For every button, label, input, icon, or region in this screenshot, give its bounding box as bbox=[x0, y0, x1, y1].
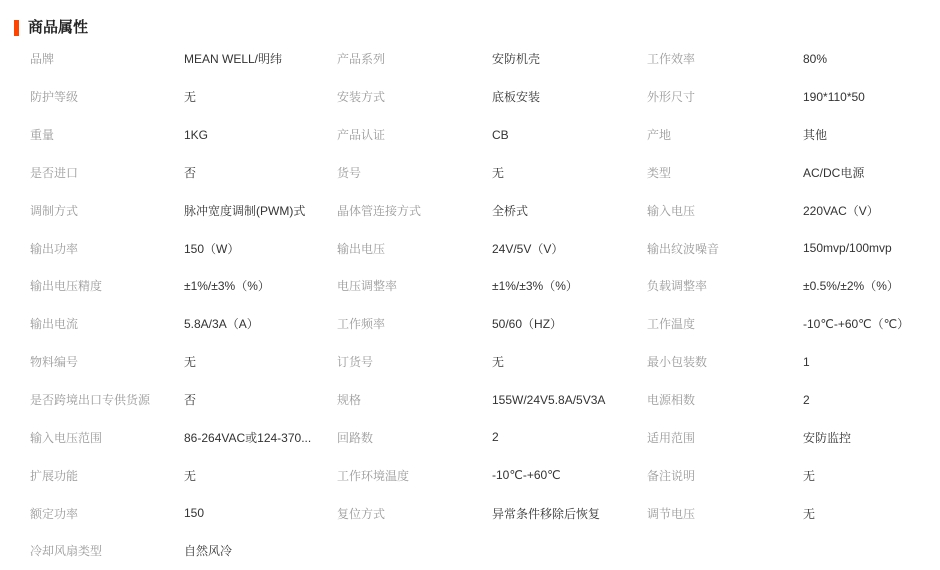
attribute-value: 50/60（HZ） bbox=[492, 317, 563, 332]
attribute-label: 货号 bbox=[337, 165, 362, 180]
attribute-value: 自然风冷 bbox=[184, 544, 233, 559]
attribute-label: 工作温度 bbox=[647, 317, 696, 332]
attribute-value: 220VAC（V） bbox=[803, 203, 879, 218]
table-row bbox=[30, 154, 930, 192]
attribute-label: 产品系列 bbox=[337, 52, 386, 67]
attribute-value: 无 bbox=[184, 355, 197, 370]
attribute-label: 最小包装数 bbox=[647, 355, 708, 370]
attribute-value: 其他 bbox=[803, 128, 828, 143]
attribute-label: 产地 bbox=[647, 128, 672, 143]
attribute-value: 150mvp/100mvp bbox=[803, 241, 892, 256]
attribute-label: 输出电压 bbox=[337, 241, 386, 256]
section-header bbox=[0, 0, 940, 40]
attribute-label: 调制方式 bbox=[30, 203, 79, 218]
attribute-label: 外形尺寸 bbox=[647, 90, 696, 105]
attribute-label: 订货号 bbox=[337, 355, 374, 370]
attribute-label: 备注说明 bbox=[647, 468, 696, 483]
attribute-label: 物料编号 bbox=[30, 355, 79, 370]
attribute-label: 规格 bbox=[337, 393, 362, 408]
attribute-label: 防护等级 bbox=[30, 90, 79, 105]
table-row bbox=[30, 305, 930, 343]
attribute-label: 是否进口 bbox=[30, 165, 79, 180]
attribute-value: 无 bbox=[492, 165, 505, 180]
attribute-label: 工作环境温度 bbox=[337, 468, 410, 483]
attribute-value: 无 bbox=[803, 506, 816, 521]
table-row bbox=[30, 229, 930, 267]
attribute-value: 80% bbox=[803, 51, 828, 66]
table-row bbox=[30, 532, 930, 570]
attribute-label: 工作效率 bbox=[647, 52, 696, 67]
attribute-value: 150（W） bbox=[184, 241, 240, 256]
attribute-label: 冷却风扇类型 bbox=[30, 544, 103, 559]
attribute-value: 脉冲宽度调制(PWM)式 bbox=[184, 203, 306, 218]
attribute-label: 产品认证 bbox=[337, 128, 386, 143]
attribute-value: 190*110*50 bbox=[803, 89, 865, 104]
attribute-label: 输出纹波噪音 bbox=[647, 241, 720, 256]
section-title: 商品属性 bbox=[28, 18, 89, 36]
attribute-value: 否 bbox=[184, 165, 197, 180]
table-row bbox=[30, 381, 930, 419]
table-row bbox=[30, 418, 930, 456]
attribute-value: ±0.5%/±2%（%） bbox=[803, 279, 899, 294]
table-row bbox=[30, 494, 930, 532]
table-row bbox=[30, 456, 930, 494]
attribute-value: 5.8A/3A（A） bbox=[184, 317, 259, 332]
attributes-table bbox=[0, 40, 940, 570]
attribute-value: 无 bbox=[184, 90, 197, 105]
attribute-value: CB bbox=[492, 127, 509, 142]
attribute-value: 安防机壳 bbox=[492, 52, 541, 67]
attribute-value: ±1%/±3%（%） bbox=[492, 279, 578, 294]
attribute-value: 2 bbox=[803, 392, 810, 407]
attribute-value: 安防监控 bbox=[803, 430, 852, 445]
attribute-label: 输入电压范围 bbox=[30, 430, 103, 445]
attribute-value: -10℃-+60℃ bbox=[492, 468, 561, 483]
table-row bbox=[30, 116, 930, 154]
attribute-label: 复位方式 bbox=[337, 506, 386, 521]
attribute-label: 输入电压 bbox=[647, 203, 696, 218]
table-row bbox=[30, 343, 930, 381]
attribute-label: 调节电压 bbox=[647, 506, 696, 521]
attribute-label: 输出功率 bbox=[30, 241, 79, 256]
attribute-value: 86-264VAC或124-370... bbox=[184, 430, 312, 445]
attribute-value: 异常条件移除后恢复 bbox=[492, 506, 601, 521]
table-row bbox=[30, 191, 930, 229]
attribute-value: 底板安装 bbox=[492, 90, 541, 105]
attribute-label: 回路数 bbox=[337, 430, 374, 445]
attribute-value: 无 bbox=[492, 355, 505, 370]
attribute-label: 输出电流 bbox=[30, 317, 79, 332]
attribute-label: 额定功率 bbox=[30, 506, 79, 521]
attribute-value: 否 bbox=[184, 393, 197, 408]
attribute-value: ±1%/±3%（%） bbox=[184, 279, 270, 294]
attribute-label: 类型 bbox=[647, 165, 672, 180]
attribute-label: 是否跨境出口专供货源 bbox=[30, 393, 151, 408]
attribute-value: 155W/24V5.8A/5V3A bbox=[492, 392, 606, 407]
attribute-value: MEAN WELL/明纬 bbox=[184, 52, 283, 67]
attribute-value: 1KG bbox=[184, 127, 209, 142]
attribute-value: 无 bbox=[184, 468, 197, 483]
attribute-label: 负载调整率 bbox=[647, 279, 708, 294]
attribute-value: 2 bbox=[492, 430, 499, 445]
attribute-value: 150 bbox=[184, 506, 205, 521]
table-row bbox=[30, 267, 930, 305]
accent-bar bbox=[14, 20, 19, 36]
attribute-label: 晶体管连接方式 bbox=[337, 203, 422, 218]
attribute-label: 扩展功能 bbox=[30, 468, 79, 483]
attribute-value: -10℃-+60℃（℃） bbox=[803, 317, 910, 332]
table-row bbox=[30, 40, 930, 78]
attribute-value: 全桥式 bbox=[492, 203, 529, 218]
attribute-label: 工作频率 bbox=[337, 317, 386, 332]
attribute-label: 电源相数 bbox=[647, 393, 696, 408]
attribute-label: 品牌 bbox=[30, 52, 55, 67]
attribute-value: 24V/5V（V） bbox=[492, 241, 564, 256]
attribute-value: AC/DC电源 bbox=[803, 165, 865, 180]
attribute-label: 重量 bbox=[30, 128, 55, 143]
attribute-value: 1 bbox=[803, 354, 810, 369]
attribute-label: 安装方式 bbox=[337, 90, 386, 105]
table-row bbox=[30, 78, 930, 116]
attribute-label: 适用范围 bbox=[647, 430, 696, 445]
attribute-label: 电压调整率 bbox=[337, 279, 398, 294]
attribute-label: 输出电压精度 bbox=[30, 279, 103, 294]
attribute-value: 无 bbox=[803, 468, 816, 483]
